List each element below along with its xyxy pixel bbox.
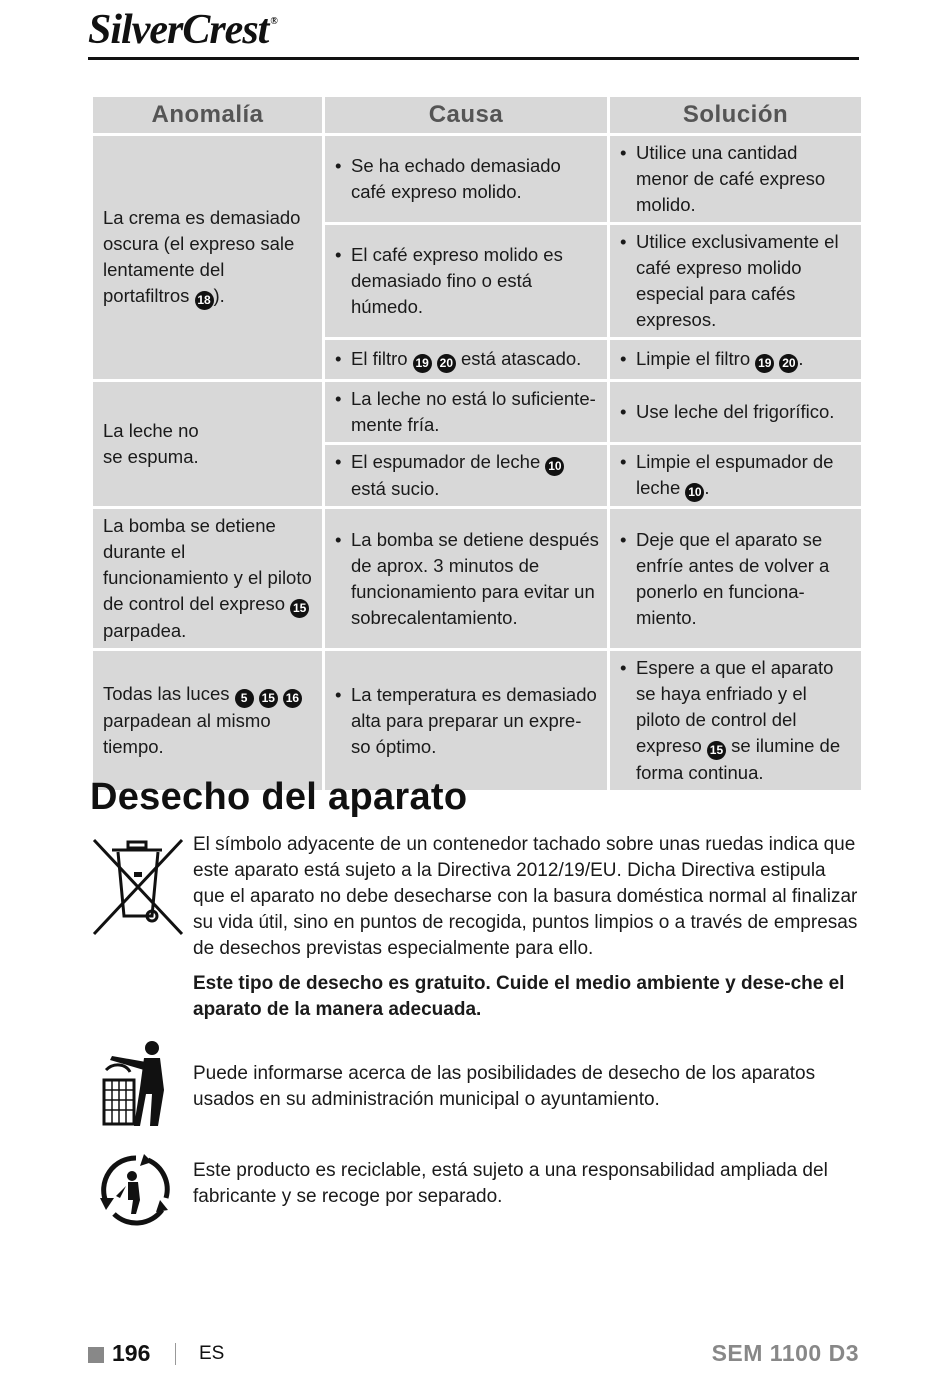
- disposal-paragraph: El símbolo adyacente de un contenedor tachado sobre unas ruedas indica que este aparato está sujeto a la Directiva 2012/19/EU. Dicha Directiva estipula que el aparato no debe desecharse con la basura doméstica normal al finalizar su vida útil, sino en puntos de recogida, puntos limpios o a través de empresas de desechos previstas especialmente para ello.: [193, 834, 858, 959]
- solution-cell: • Utilice una cantidad menor de café expreso molido.: [609, 135, 863, 224]
- part-number-badge: 16: [283, 689, 302, 708]
- part-number-badge: 10: [545, 457, 564, 476]
- solution-cell: • Espere a que el aparato se haya enfriado y el piloto de control del expreso 15 se ilumine de forma continua.: [609, 650, 863, 792]
- part-number-badge: 5: [235, 689, 254, 708]
- brand-name: SilverCrest: [88, 7, 269, 53]
- solution-cell: • Deje que el aparato se enfríe antes de volver a ponerlo en funciona-miento.: [609, 508, 863, 650]
- info-paragraph: Puede informarse acerca de las posibilidades de desecho de los aparatos usados en su administración municipal o ayuntamiento.: [193, 1063, 816, 1110]
- part-number-badge: 20: [779, 354, 798, 373]
- cause-cell: • La temperatura es demasiado alta para preparar un expre-so óptimo.: [324, 650, 609, 792]
- model-number: SEM 1100 D3: [711, 1340, 859, 1366]
- anomaly-cell: La crema es demasiado oscura (el expreso sale lentamente del portafiltros 18 ).: [92, 135, 324, 381]
- cause-cell: • Se ha echado demasiado café expreso molido.: [324, 135, 609, 224]
- col-header-anomaly: Anomalía: [92, 96, 324, 135]
- cause-cell: • La bomba se detiene después de aprox. 3 minutos de funcionamiento para evitar un sobrecalentamiento.: [324, 508, 609, 650]
- solution-cell: • Limpie el filtro 19 20 .: [609, 339, 863, 381]
- part-number-badge: 15: [707, 741, 726, 760]
- solution-cell: • Use leche del frigorífico.: [609, 381, 863, 444]
- anomaly-cell: La leche no se espuma.: [92, 381, 324, 508]
- part-number-badge: 10: [685, 483, 704, 502]
- part-number-badge: 15: [259, 689, 278, 708]
- troubleshooting-table: [90, 94, 864, 793]
- language-code: ES: [199, 1343, 225, 1364]
- crossed-bin-icon: [90, 836, 186, 940]
- cause-cell: • El filtro 19 20 está atascado.: [324, 339, 609, 381]
- brand-logo: [88, 6, 277, 54]
- solution-cell: • Utilice exclusivamente el café expreso molido especial para cafés expresos.: [609, 224, 863, 339]
- cause-cell: • El espumador de leche 10 está sucio.: [324, 444, 609, 508]
- part-number-badge: 19: [413, 354, 432, 373]
- recycle-person-icon: [96, 1152, 176, 1228]
- footer-separator: [175, 1343, 176, 1365]
- page-number: 196: [112, 1340, 151, 1366]
- disposal-bold-paragraph: Este tipo de desecho es gratuito. Cuide el medio ambiente y dese-che el aparato de la manera adecuada.: [193, 973, 845, 1020]
- cause-cell: • El café expreso molido es demasiado fino o está húmedo.: [324, 224, 609, 339]
- section-title: Desecho del aparato: [90, 776, 468, 818]
- part-number-badge: 18: [195, 291, 214, 310]
- anomaly-cell: Todas las luces 5 15 16 parpadean al mismo tiempo.: [92, 650, 324, 792]
- part-number-badge: 20: [437, 354, 456, 373]
- part-number-badge: 19: [755, 354, 774, 373]
- solution-cell: • Limpie el espumador de leche 10 .: [609, 444, 863, 508]
- cause-cell: • La leche no está lo suficiente-mente fría.: [324, 381, 609, 444]
- part-number-badge: 15: [290, 599, 309, 618]
- litter-person-icon: [100, 1040, 172, 1128]
- page-footer: [88, 1340, 859, 1370]
- brand-reg: ®: [270, 16, 277, 27]
- col-header-cause: Causa: [324, 96, 609, 135]
- recycle-paragraph: Este producto es reciclable, está sujeto a una responsabilidad ampliada del fabricante y se recoge por separado.: [193, 1160, 828, 1207]
- footer-square-marker: [88, 1347, 104, 1363]
- anomaly-cell: La bomba se detiene durante el funcionamiento y el piloto de control del expreso 15 parpadea.: [92, 508, 324, 650]
- header-rule: [88, 57, 859, 60]
- col-header-solution: Solución: [609, 96, 863, 135]
